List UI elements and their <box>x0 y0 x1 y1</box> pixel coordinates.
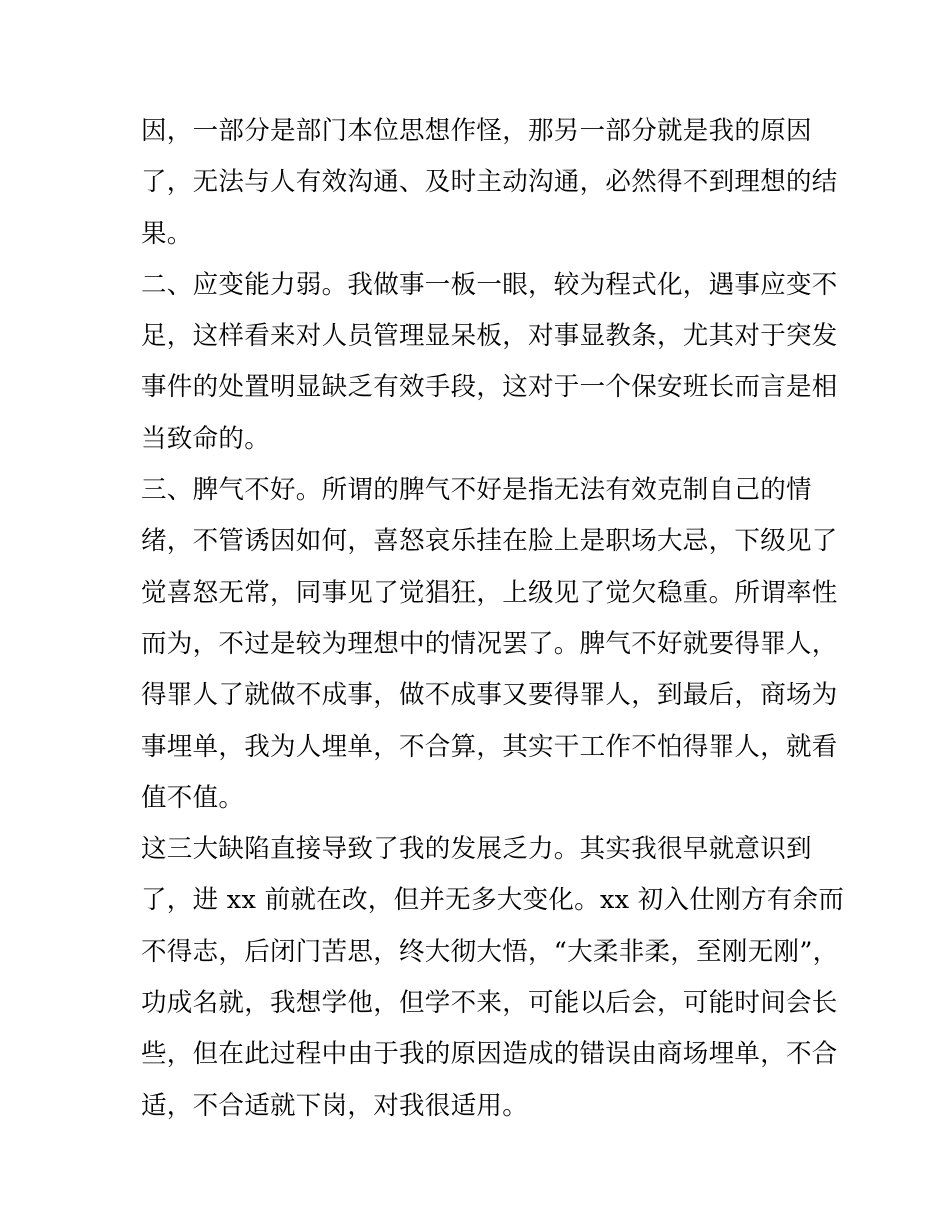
text-line: 些，但在此过程中由于我的原因造成的错误由商场埋单，不合 <box>141 1039 838 1070</box>
text-line: 觉喜怒无常，同事见了觉猖狂，上级见了觉欠稳重。所谓率性 <box>141 577 838 608</box>
text-line: 适，不合适就下岗，对我很适用。 <box>141 1090 529 1121</box>
text-line: 绪，不管诱因如何，喜怒哀乐挂在脸上是职场大忌，下级见了 <box>141 526 838 557</box>
text-line: 事埋单，我为人埋单，不合算，其实干工作不怕得罪人，就看 <box>141 731 838 762</box>
text-line: 这三大缺陷直接导致了我的发展乏力。其实我很早就意识到 <box>141 834 812 865</box>
text-line: 不得志，后闭门苦思，终大彻大悟，“大柔非柔，至刚无刚”， <box>141 936 839 967</box>
text-line: 值不值。 <box>141 782 245 813</box>
text-line: 足，这样看来对人员管理显呆板，对事显教条，尤其对于突发 <box>141 321 838 352</box>
text-line: 果。 <box>141 218 193 249</box>
text-line: 因，一部分是部门本位思想作怪，那另一部分就是我的原因 <box>141 116 812 146</box>
text-line: 了，无法与人有效沟通、及时主动沟通，必然得不到理想的结 <box>141 167 838 198</box>
text-line: 事件的处置明显缺乏有效手段，这对于一个保安班长而言是相 <box>141 372 838 403</box>
text-line: 了，进 xx 前就在改，但并无多大变化。xx 初入仕刚方有余而 <box>141 885 845 916</box>
text-line: 二、应变能力弱。我做事一板一眼，较为程式化，遇事应变不 <box>141 269 838 300</box>
text-line: 而为，不过是较为理想中的情况罢了。脾气不好就要得罪人， <box>141 628 838 659</box>
text-line: 当致命的。 <box>141 423 271 454</box>
text-line: 得罪人了就做不成事，做不成事又要得罪人，到最后，商场为 <box>141 680 838 711</box>
text-line: 功成名就，我想学他，但学不来，可能以后会，可能时间会长 <box>141 988 838 1019</box>
text-line: 三、脾气不好。所谓的脾气不好是指无法有效克制自己的情 <box>141 475 812 506</box>
body-text <box>141 106 845 1132</box>
